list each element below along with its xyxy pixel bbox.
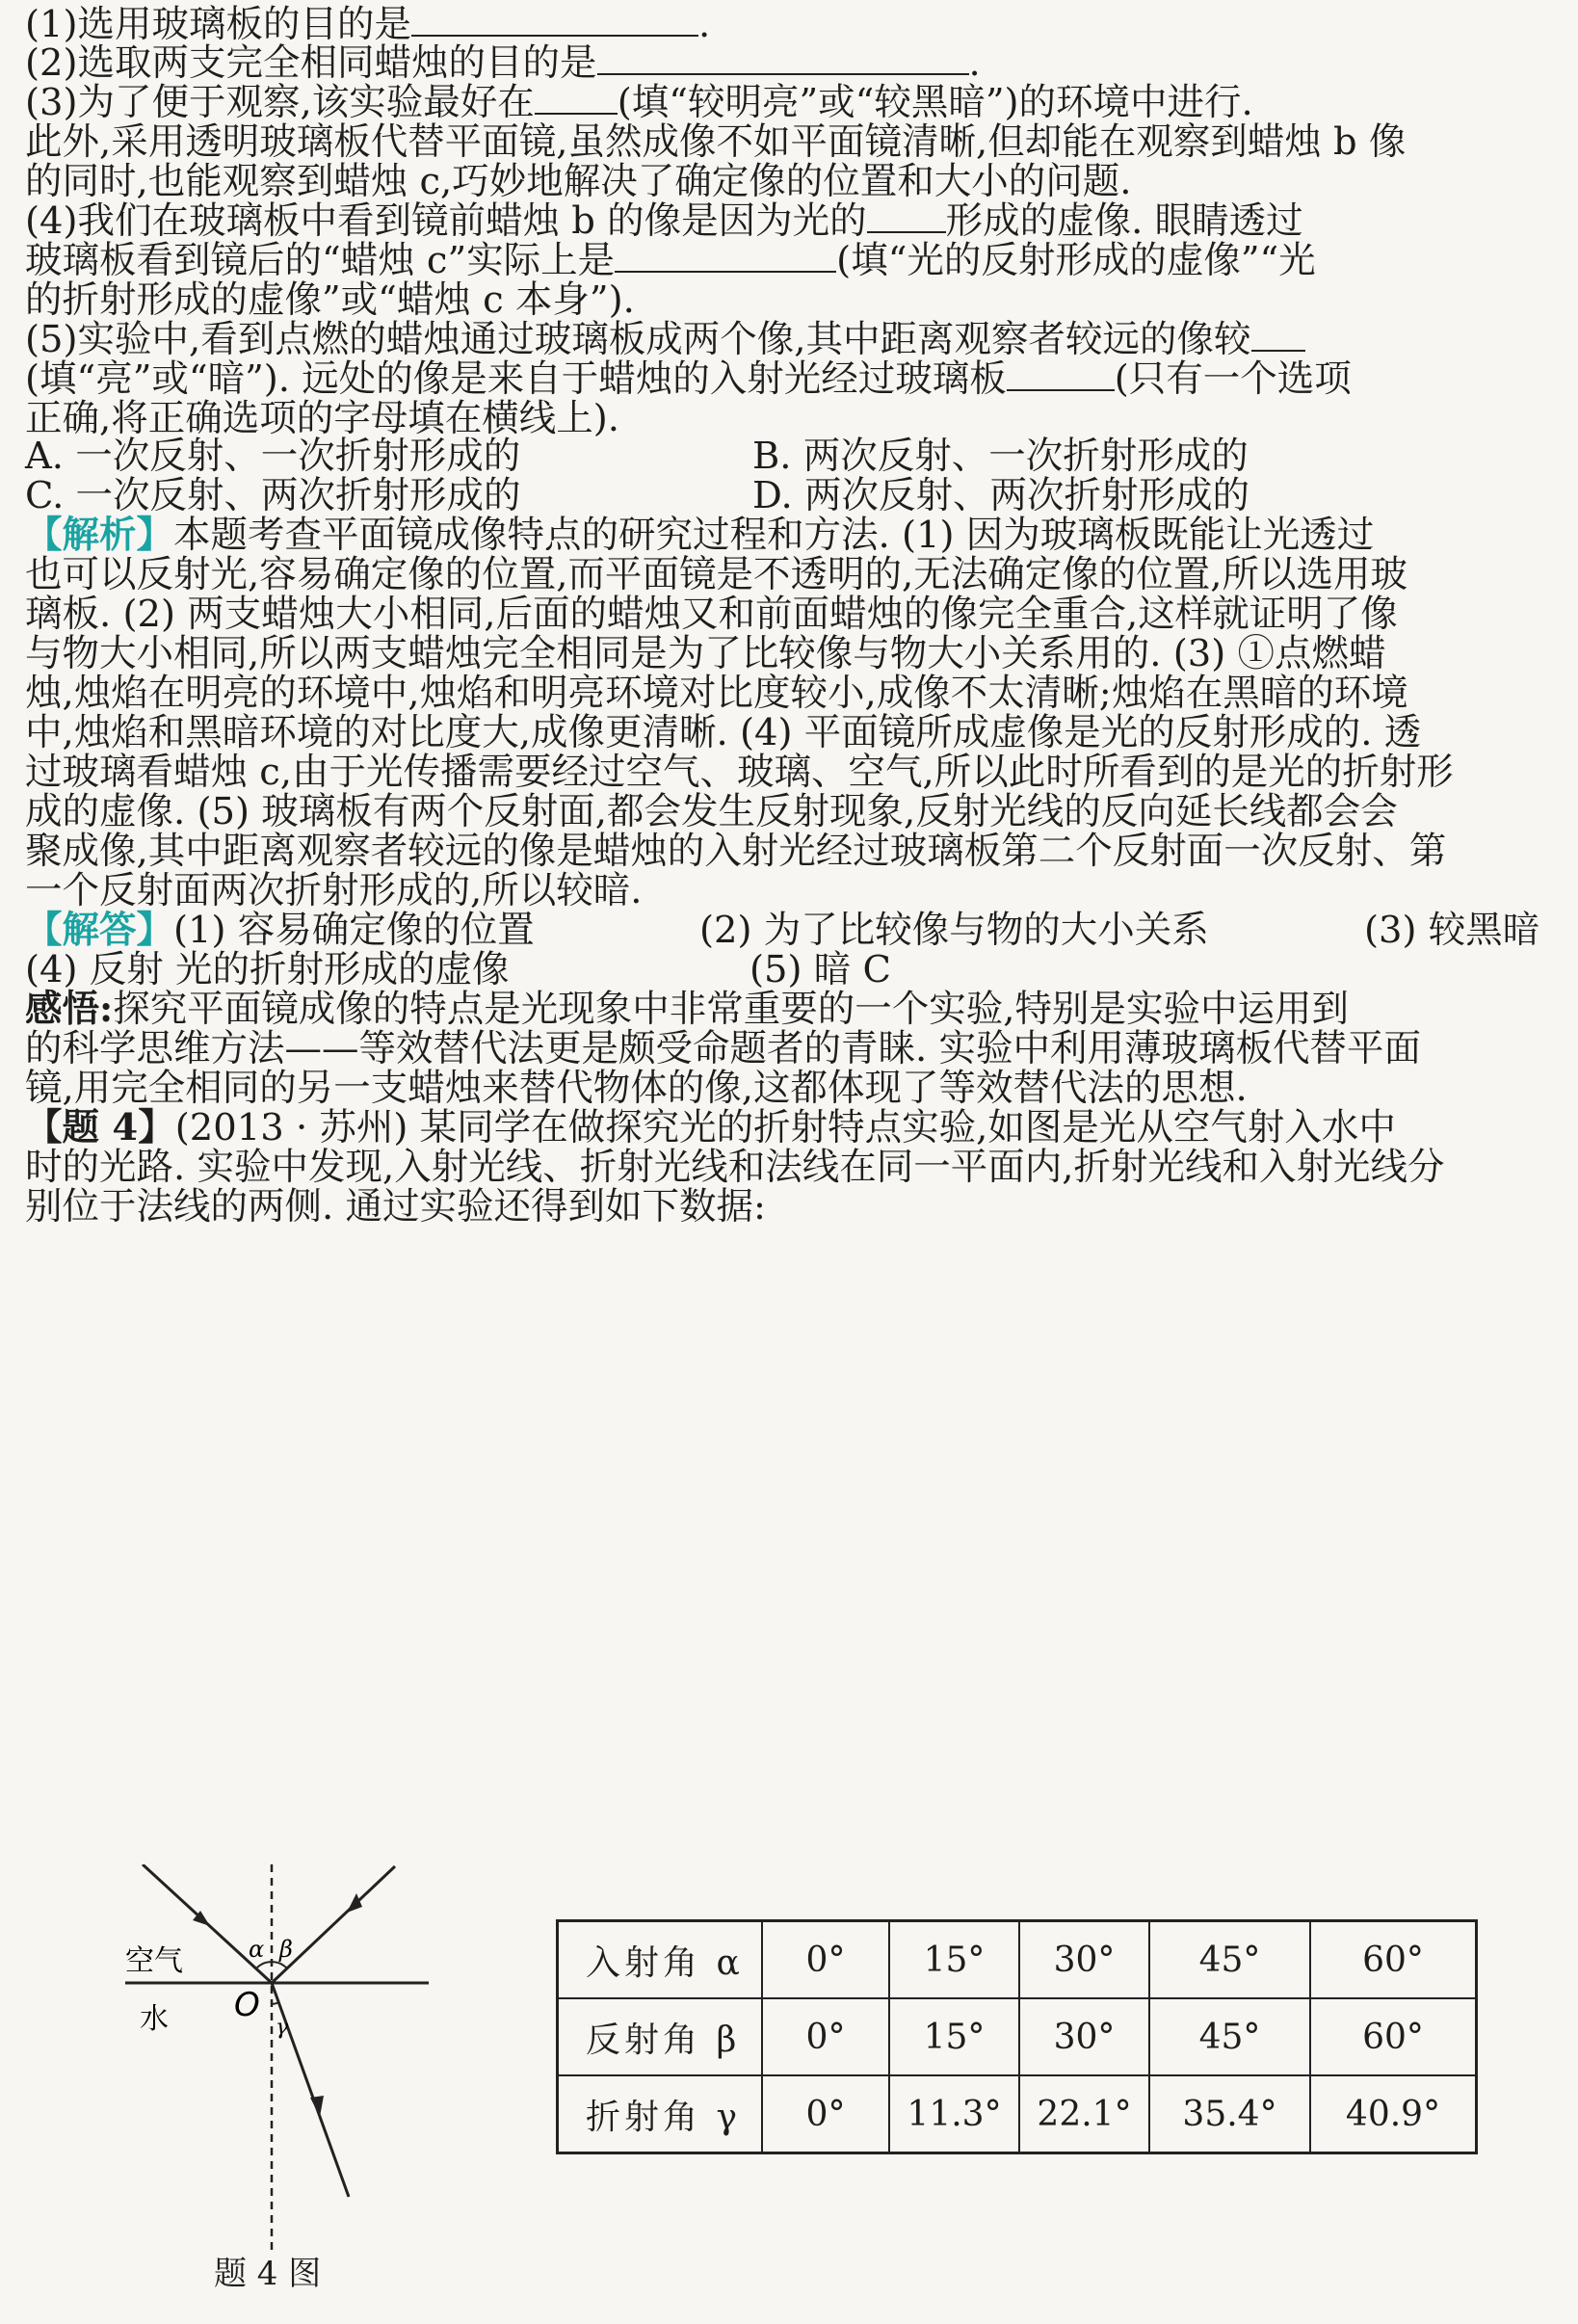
- table-cell: 22.1°: [1019, 2075, 1149, 2153]
- analysis-tag: 【解析】: [25, 514, 174, 557]
- analysis-line-10: 一个反射面两次折射形成的,所以较暗.: [25, 869, 643, 912]
- table-cell: 60°: [1310, 1998, 1477, 2075]
- table-cell: 30°: [1019, 1998, 1149, 2075]
- analysis-line-6: 中,烛焰和黑暗环境的对比度大,成像更清晰. (4) 平面镜所成虚像是光的反射形成的. 透: [25, 711, 1422, 754]
- analysis-line-1: 【解析】本题考查平面镜成像特点的研究过程和方法. (1) 因为玻璃板既能让光透过: [25, 514, 1375, 557]
- analysis-line-2: 也可以反射光,容易确定像的位置,而平面镜是不透明的,无法确定像的位置,所以选用玻: [25, 553, 1407, 596]
- refraction-diagram: [96, 1864, 482, 2250]
- problem-4-tag: 【题 4】: [25, 1106, 175, 1149]
- question-4-line-2: 玻璃板看到镜后的“蜡烛 c”实际上是 (填“光的反射形成的虚像”“光: [25, 239, 1316, 282]
- origin-label: O: [234, 1986, 260, 2024]
- refracted-arrow-icon: [310, 2096, 324, 2117]
- insight-line-1: 感悟:探究平面镜成像的特点是光现象中非常重要的一个实验,特别是实验中运用到: [25, 988, 1349, 1031]
- insight-line-2: 的科学思维方法——等效替代法更是颇受命题者的青睐. 实验中利用薄玻璃板代替平面: [25, 1027, 1421, 1070]
- answer-line-2: (4) 反射 光的折射形成的虚像 (5) 暗 C: [25, 948, 891, 991]
- question-1: (1)选用玻璃板的目的是 .: [25, 3, 711, 46]
- table-cell: 60°: [1310, 1921, 1477, 1999]
- gamma-label: γ: [276, 2016, 289, 2040]
- table-cell: 11.3°: [889, 2075, 1019, 2153]
- answer-blank-5b[interactable]: [1007, 357, 1115, 391]
- answer-blank-3[interactable]: [535, 80, 618, 115]
- air-label: 空气: [125, 1944, 183, 1978]
- question-1-text: (1)选用玻璃板的目的是: [25, 3, 412, 46]
- table-cell: 30°: [1019, 1921, 1149, 1999]
- insight-tag: 感悟:: [25, 988, 114, 1031]
- question-2: (2)选取两支完全相同蜡烛的目的是 .: [25, 41, 981, 85]
- beta-label: β: [279, 1936, 293, 1963]
- analysis-line-3: 璃板. (2) 两支蜡烛大小相同,后面的蜡烛又和前面蜡烛的像完全重合,这样就证明了像: [25, 593, 1398, 636]
- insight-line-3: 镜,用完全相同的另一支蜡烛来替代物体的像,这都体现了等效替代法的思想.: [25, 1067, 1248, 1110]
- table-cell: 45°: [1149, 1921, 1310, 1999]
- answer-line-1: 【解答】(1) 容易确定像的位置 (2) 为了比较像与物的大小关系 (3) 较黑暗: [25, 909, 1540, 952]
- figure-caption: 题 4 图: [214, 2255, 322, 2293]
- question-3-line-2: 此外,采用透明玻璃板代替平面镜,虽然成像不如平面镜清晰,但却能在观察到蜡烛 b 像: [25, 120, 1407, 164]
- angle-data-table: [556, 1919, 1478, 2154]
- answer-blank-4b[interactable]: [615, 238, 836, 273]
- answer-blank-2[interactable]: [597, 40, 969, 75]
- table-row: [558, 1921, 1477, 1999]
- option-c[interactable]: C. 一次反射、两次折射形成的: [25, 474, 521, 517]
- analysis-line-7: 过玻璃看蜡烛 c,由于光传播需要经过空气、玻璃、空气,所以此时所看到的是光的折射形: [25, 751, 1454, 794]
- problem-4-line-3: 别位于法线的两侧. 通过实验还得到如下数据:: [25, 1185, 766, 1228]
- table-cell: 45°: [1149, 1998, 1310, 2075]
- analysis-line-5: 烛,烛焰在明亮的环境中,烛焰和明亮环境对比度较小,成像不太清晰;烛焰在黑暗的环境: [25, 672, 1408, 715]
- reflected-ray: [272, 1866, 395, 1983]
- alpha-label: α: [249, 1936, 265, 1963]
- row-head-incident: 入射角 α: [558, 1921, 763, 1999]
- answer-tag: 【解答】: [25, 909, 174, 952]
- question-3-line-3: 的同时,也能观察到蜡烛 c,巧妙地解决了确定像的位置和大小的问题.: [25, 160, 1132, 203]
- problem-4-line-2: 时的光路. 实验中发现,入射光线、折射光线和法线在同一平面内,折射光线和入射光线分: [25, 1146, 1445, 1189]
- answer-blank-1[interactable]: [411, 2, 698, 37]
- table-row: [558, 1998, 1477, 2075]
- table-cell: 0°: [762, 2075, 889, 2153]
- problem-4-line-1: 【题 4】(2013 · 苏州) 某同学在做探究光的折射特点实验,如图是光从空气射入水中: [25, 1106, 1396, 1149]
- question-5-line-1: (5)实验中,看到点燃的蜡烛通过玻璃板成两个像,其中距离观察者较远的像较: [25, 315, 1557, 365]
- answer-blank-4a[interactable]: [867, 198, 946, 233]
- question-4-line-1: (4)我们在玻璃板中看到镜前蜡烛 b 的像是因为光的 形成的虚像. 眼睛透过: [25, 199, 1303, 243]
- reflected-arrow-icon: [347, 1893, 362, 1913]
- table-cell: 15°: [889, 1921, 1019, 1999]
- table-cell: 15°: [889, 1998, 1019, 2075]
- option-b[interactable]: B. 两次反射、一次折射形成的: [752, 435, 1249, 478]
- row-head-reflection: 反射角 β: [558, 1998, 763, 2075]
- question-5-line-3: 正确,将正确选项的字母填在横线上).: [25, 397, 619, 440]
- analysis-line-9: 聚成像,其中距离观察者较远的像是蜡烛的入射光经过玻璃板第二个反射面一次反射、第: [25, 830, 1447, 873]
- table-cell: 0°: [762, 1998, 889, 2075]
- analysis-line-4: 与物大小相同,所以两支蜡烛完全相同是为了比较像与物大小关系用的. (3) ①点燃蜡: [25, 632, 1386, 675]
- table-cell: 0°: [762, 1921, 889, 1999]
- analysis-line-8: 成的虚像. (5) 玻璃板有两个反射面,都会发生反射现象,反射光线的反向延长线都会会: [25, 790, 1398, 833]
- row-head-refraction: 折射角 γ: [558, 2075, 763, 2153]
- table-cell: 40.9°: [1310, 2075, 1477, 2153]
- question-4-line-3: 的折射形成的虚像”或“蜡烛 c 本身”).: [25, 278, 635, 322]
- question-3-line-1: (3)为了便于观察,该实验最好在 (填“较明亮”或“较黑暗”)的环境中进行.: [25, 81, 1253, 124]
- question-5-line-2: (填“亮”或“暗”). 远处的像是来自于蜡烛的入射光经过玻璃板 (只有一个选项: [25, 357, 1352, 401]
- question-2-text: (2)选取两支完全相同蜡烛的目的是: [25, 41, 597, 85]
- option-d[interactable]: D. 两次反射、两次折射形成的: [752, 474, 1249, 517]
- water-label: 水: [140, 2002, 169, 2036]
- table-cell: 35.4°: [1149, 2075, 1310, 2153]
- table-row: [558, 2075, 1477, 2153]
- answer-blank-5a[interactable]: [1251, 317, 1305, 352]
- option-a[interactable]: A. 一次反射、一次折射形成的: [25, 435, 521, 478]
